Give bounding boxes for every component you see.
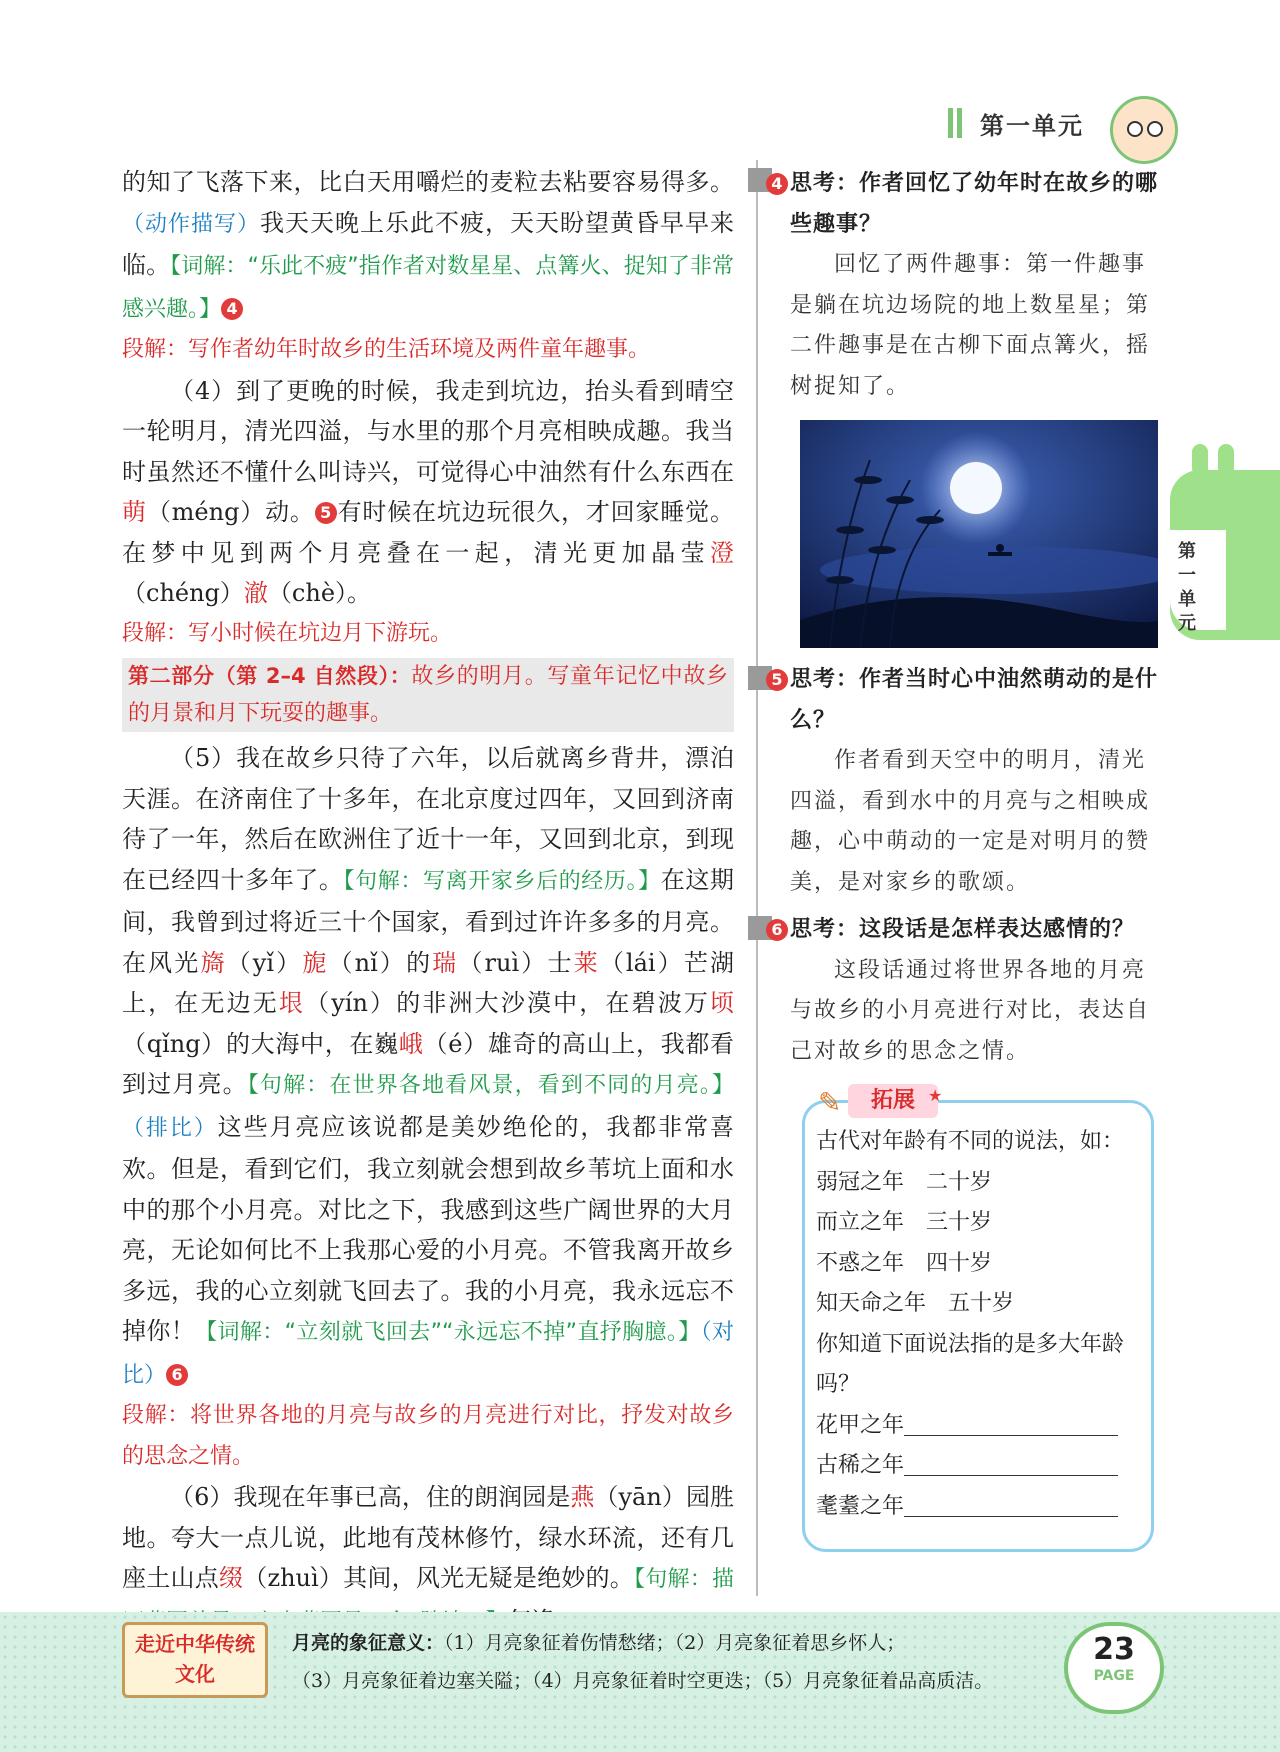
fill-blank-row: 古稀之年 xyxy=(816,1446,1142,1487)
annotation-tag: （排比） xyxy=(122,1115,218,1141)
note-question: 思考：作者回忆了幼年时在故乡的哪些趣事？ xyxy=(790,171,1159,237)
note-6 xyxy=(771,910,1160,1072)
star-icon: ★ xyxy=(928,1086,943,1105)
note-answer: 作者看到天空中的明月，清光四溢，看到水中的月亮与之相映成趣，心中萌动的一定是对明月的赞美，是对家乡的歌颂。 xyxy=(790,748,1151,895)
moon-night-illustration xyxy=(800,420,1158,648)
expand-content xyxy=(816,1122,1142,1527)
age-item: 而立之年 三十岁 xyxy=(816,1210,993,1235)
note-marker[interactable]: 6 xyxy=(166,1364,188,1386)
unit-title: 第一单元 xyxy=(980,111,1084,140)
culture-badge xyxy=(122,1622,268,1698)
sentence-explanation: 【句解：在世界各地看风景，看到不同的月亮。】 xyxy=(247,1073,735,1098)
sentence-explanation: 【句解：描 xyxy=(634,1567,735,1592)
annotation-tag: （对比） xyxy=(122,1320,734,1388)
fill-blank-row: 耄耋之年 xyxy=(816,1487,1142,1528)
answer-blank[interactable] xyxy=(904,1409,1118,1436)
age-item: 不惑之年 四十岁 xyxy=(816,1250,993,1276)
note-question: 思考：这段话是怎样表达感情的？ xyxy=(790,917,1136,942)
note-answer: 回忆了两件趣事：第一件趣事是躺在坑边场院的地上数星星；第二件趣事是在古柳下面点篝火，摇树捉知了。 xyxy=(790,252,1151,399)
column-divider xyxy=(756,160,758,1596)
note-answer: 这段话通过将世界各地的月亮与故乡的小月亮进行对比，表达自己对故乡的思念之情。 xyxy=(790,957,1151,1064)
paragraph-summary: 段解：写作者幼年时故乡的生活环境及两件童年趣事。 xyxy=(122,337,651,362)
fill-blank-row: 花甲之年 xyxy=(816,1406,1142,1447)
paragraph-summary: 段解：写小时候在坑边月下游玩。 xyxy=(122,620,453,646)
paragraph-summary: 段解：将世界各地的月亮与故乡的月亮进行对比，抒发对故乡的思念之情。 xyxy=(122,1403,734,1469)
expand-label: 拓展 xyxy=(848,1084,938,1118)
page-label: PAGE xyxy=(1093,1668,1135,1684)
note-marker: 4 xyxy=(766,173,788,195)
note-marker: 5 xyxy=(766,669,788,691)
word-explanation: 【词解：“乐此不疲”指作者对数星星、点篝火、捉知了非常感兴趣。】 xyxy=(122,254,735,322)
main-text xyxy=(122,162,734,1643)
side-tab-label: 第一单元 xyxy=(1178,541,1196,634)
answer-blank[interactable] xyxy=(904,1490,1118,1517)
note-question: 思考：作者当时心中油然萌动的是什么？ xyxy=(790,667,1159,733)
annotation-tag: （动作描写） xyxy=(122,211,260,237)
unit-side-tab[interactable] xyxy=(1170,470,1280,640)
age-item: 弱冠之年 二十岁 xyxy=(816,1169,993,1195)
paragraph-3-end: 的知了飞落下来，比白天用嚼烂的麦粒去粘要容易得多。（动作描写）我天天晚上乐此不疲，天天盼望黄昏早早来临。【词解：“乐此不疲”指作者对数星星、点篝火、捉知了非常感兴趣。】 4 xyxy=(122,168,735,322)
expand-question: 你知道下面说法指的是多大年龄吗？ xyxy=(816,1331,1125,1397)
mascot-icon xyxy=(1110,96,1178,164)
sentence-explanation: 【句解：写离开家乡后的经历。】 xyxy=(343,868,661,894)
paragraph-5: （5）我在故乡只待了六年，以后就离乡背井，漂泊天涯。在济南住了十多年，在北京度过四年，又回到济南待了一年，然后在欧洲住了近十一年，又回到北京，到现在已经四十多年了。【句解：写离开家乡后的经历。】在这期间，我曾到过将近三十个国家，看到过许许多多的月亮。在风光旖（yǐ）旎（nǐ）的瑞（ruì）士莱（lái）芒湖上，在无边无垠（yín）的非洲大沙漠中，在碧波万顷（qǐng）的大海中，在巍峨（é）雄奇的高山上，我都看到过月亮。【句解：在世界各地看风景，看到不同的月亮。】（排比）这些月亮应该说都是美妙绝伦的，我都非常喜欢。但是，看到它们，我立刻就会想到故乡苇坑上面和水中的那个小月亮。对比之下，我感到这些广阔世界的大月亮，无论如何比不上我那心爱的小月亮。不管我离开故乡多远，我的心立刻就飞回去了。我的小月亮，我永远忘不掉你！【词解：“立刻就飞回去”“永远忘不掉”直抒胸臆。】（对比） 6 xyxy=(122,744,735,1388)
paragraph-6: （6）我现在年事已高，住的朗润园是燕（yān）园胜地。夸大一点儿说，此地有茂林修竹，绿水环流，还有几座土山点缀（zhuì）其间，风光无疑是绝妙的。【句解：描 xyxy=(122,1477,734,1643)
note-4 xyxy=(771,164,1160,407)
age-item: 知天命之年 五十岁 xyxy=(816,1291,1015,1316)
note-marker[interactable]: 4 xyxy=(221,298,243,320)
footer-title: 月亮的象征意义： xyxy=(292,1632,445,1654)
pencil-icon: ✎ xyxy=(818,1086,842,1119)
answer-blank[interactable] xyxy=(904,1449,1118,1476)
word-explanation: 【词解：“立刻就飞回去”“永远忘不掉”直抒胸臆。】 xyxy=(195,1320,701,1345)
note-marker: 6 xyxy=(766,919,788,941)
footer-text xyxy=(292,1624,1062,1700)
note-marker[interactable]: 5 xyxy=(315,502,337,524)
footer-line-1: （1）月亮象征着伤情愁绪；（2）月亮象征着思乡怀人； xyxy=(444,1632,906,1654)
paragraph-4: （4）到了更晚的时候，我走到坑边，抬头看到晴空一轮明月，清光四溢，与水里的那个月亮相映成趣。我当时虽然还不懂什么叫诗兴，可觉得心中油然有什么东西在萌（méng）动。 5 有时候在坑边玩很久，才回家睡觉。在梦中见到两个月亮叠在一起，清光更加晶莹澄（chéng）澈（chè）。 xyxy=(122,376,734,607)
note-5 xyxy=(771,660,1160,903)
section-summary: 第二部分（第 2–4 自然段）：故乡的明月。写童年记忆中故乡的月景和月下玩耍的趣事。 xyxy=(122,658,734,732)
page-number: 23 xyxy=(1093,1632,1135,1667)
header-bars xyxy=(948,108,966,142)
culture-badge-text: 走近中华传统文化 xyxy=(135,1632,255,1686)
expand-intro: 古代对年龄有不同的说法，如： xyxy=(816,1129,1125,1154)
footer-line-2: （3）月亮象征着边塞关隘；（4）月亮象征着时空更迭；（5）月亮象征着品高质洁。 xyxy=(292,1670,994,1692)
